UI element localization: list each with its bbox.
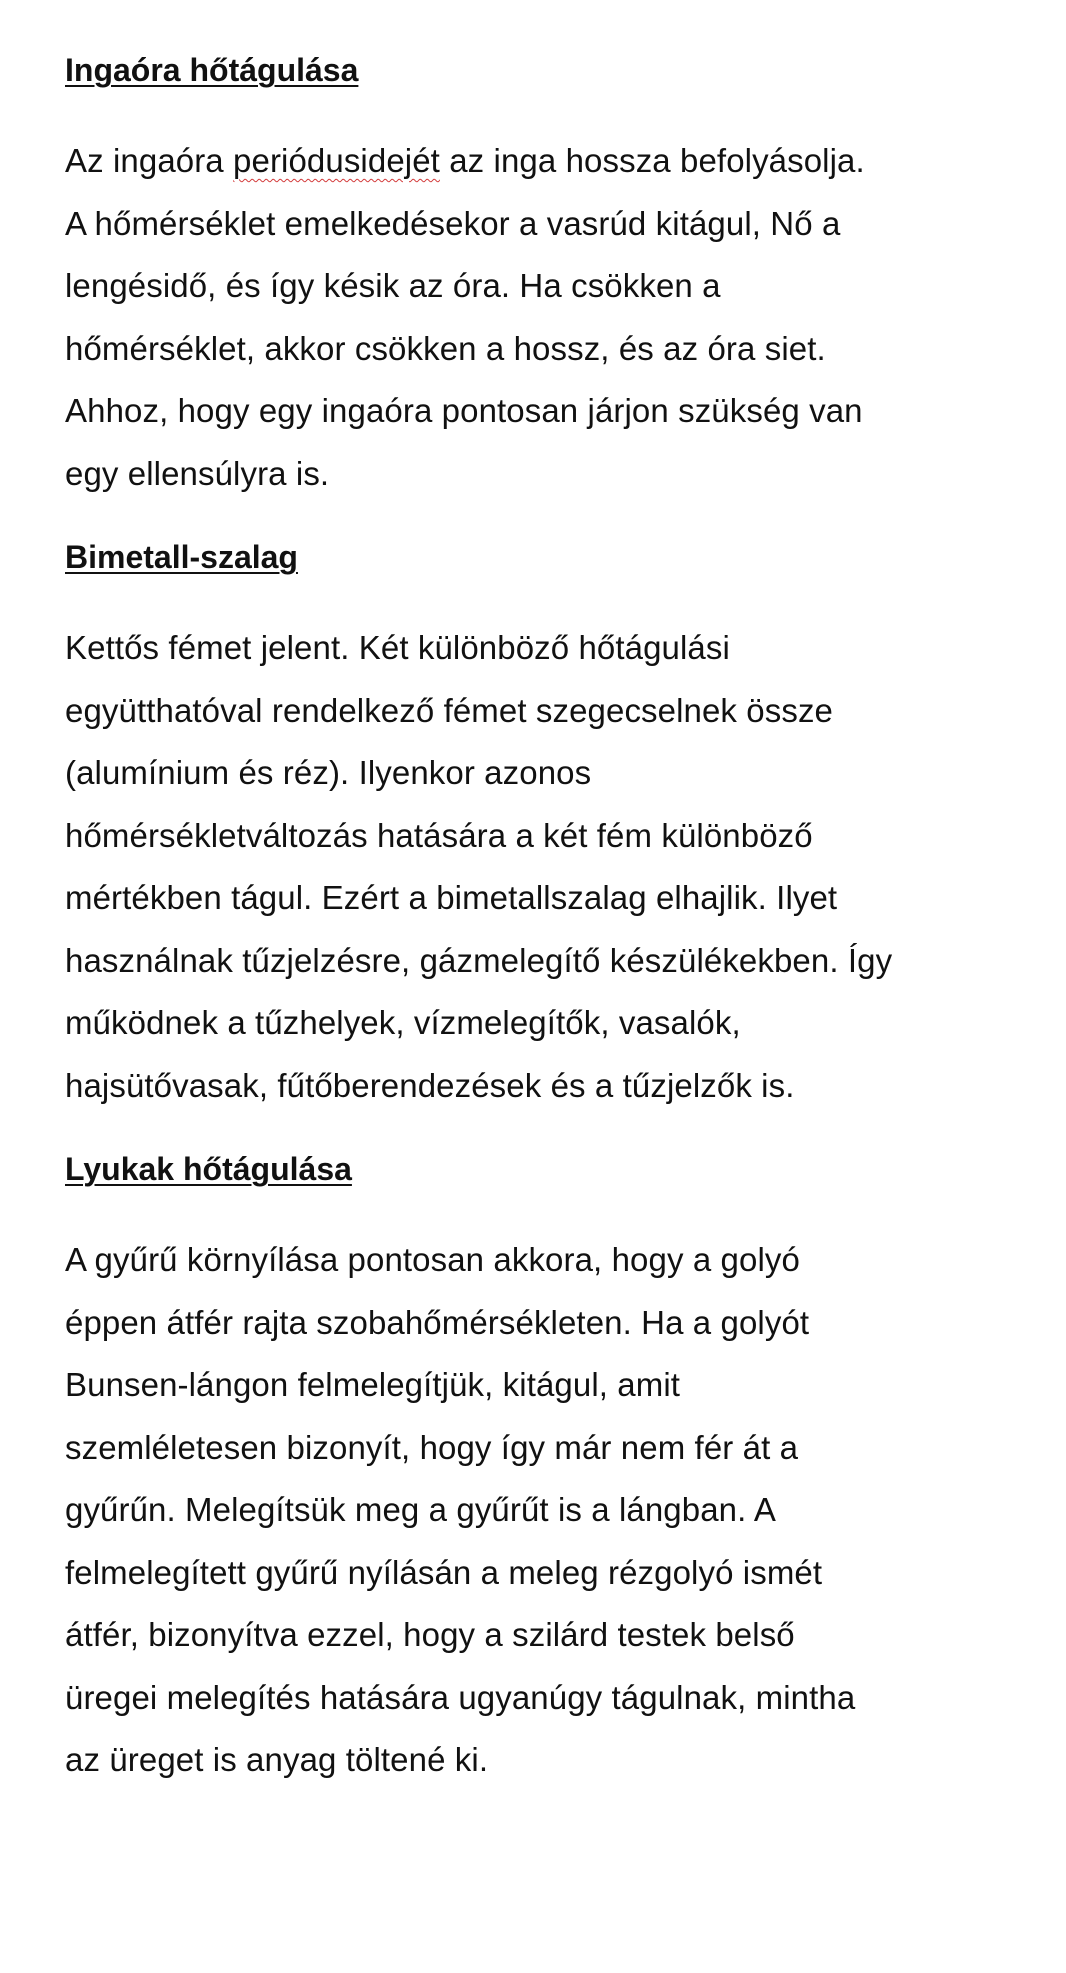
section-paragraph bbox=[65, 130, 1005, 505]
section-heading: Ingaóra hőtágulása bbox=[65, 52, 359, 88]
text-line: Az ingaóra periódusidejét az inga hossza befolyásolja. bbox=[65, 142, 865, 179]
section-heading: Lyukak hőtágulása bbox=[65, 1151, 352, 1187]
document-content bbox=[65, 50, 1005, 1824]
text-line: Ahhoz, hogy egy ingaóra pontosan járjon szükség van bbox=[65, 392, 863, 429]
text-line: együtthatóval rendelkező fémet szegecselnek össze bbox=[65, 691, 834, 729]
text-line: A gyűrű környílása pontosan akkora, hogy a golyó bbox=[65, 1241, 800, 1278]
text-line: használnak tűzjelzésre, gázmelegítő készülékekben. Így bbox=[65, 941, 893, 979]
section-ingaora bbox=[65, 50, 1005, 505]
text-line: lengésidő, és így késik az óra. Ha csökken a bbox=[65, 267, 721, 304]
text-line: mértékben tágul. Ezért a bimetallszalag elhajlik. Ilyet bbox=[65, 879, 838, 916]
section-heading: Bimetall-szalag bbox=[65, 539, 298, 575]
text-line: A hőmérséklet emelkedésekor a vasrúd kitágul, Nő a bbox=[65, 204, 841, 242]
section-bimetall bbox=[65, 537, 1005, 1117]
text-line: gyűrűn. Melegítsük meg a gyűrűt is a lángban. A bbox=[65, 1491, 776, 1528]
text-line: Bunsen-lángon felmelegítjük, kitágul, amit bbox=[65, 1366, 681, 1403]
text-line: üregei melegítés hatására ugyanúgy tágulnak, mintha bbox=[65, 1678, 856, 1716]
section-paragraph bbox=[65, 1229, 1005, 1792]
text-line: Kettős fémet jelent. Két különböző hőtágulási bbox=[65, 629, 730, 666]
text-line: felmelegített gyűrű nyílásán a meleg rézgolyó ismét bbox=[65, 1553, 823, 1591]
text-line: éppen átfér rajta szobahőmérsékleten. Ha a golyót bbox=[65, 1303, 810, 1341]
text-line: átfér, bizonyítva ezzel, hogy a szilárd testek belső bbox=[65, 1616, 795, 1653]
section-lyukak bbox=[65, 1149, 1005, 1792]
text-line: az üreget is anyag töltené ki. bbox=[65, 1741, 489, 1778]
text-line: hőmérsékletváltozás hatására a két fém különböző bbox=[65, 816, 813, 854]
spellcheck-flagged-word: periódusidejét bbox=[233, 142, 440, 179]
text-line: egy ellensúlyra is. bbox=[65, 454, 330, 492]
text-line: hajsütővasak, fűtőberendezések és a tűzjelzők is. bbox=[65, 1066, 795, 1104]
text-line: (alumínium és réz). Ilyenkor azonos bbox=[65, 754, 592, 791]
text-line: működnek a tűzhelyek, vízmelegítők, vasalók, bbox=[65, 1004, 741, 1041]
text-line: szemléletesen bizonyít, hogy így már nem fér át a bbox=[65, 1428, 799, 1466]
text-line: hőmérséklet, akkor csökken a hossz, és az óra siet. bbox=[65, 329, 826, 367]
section-paragraph bbox=[65, 617, 1005, 1117]
